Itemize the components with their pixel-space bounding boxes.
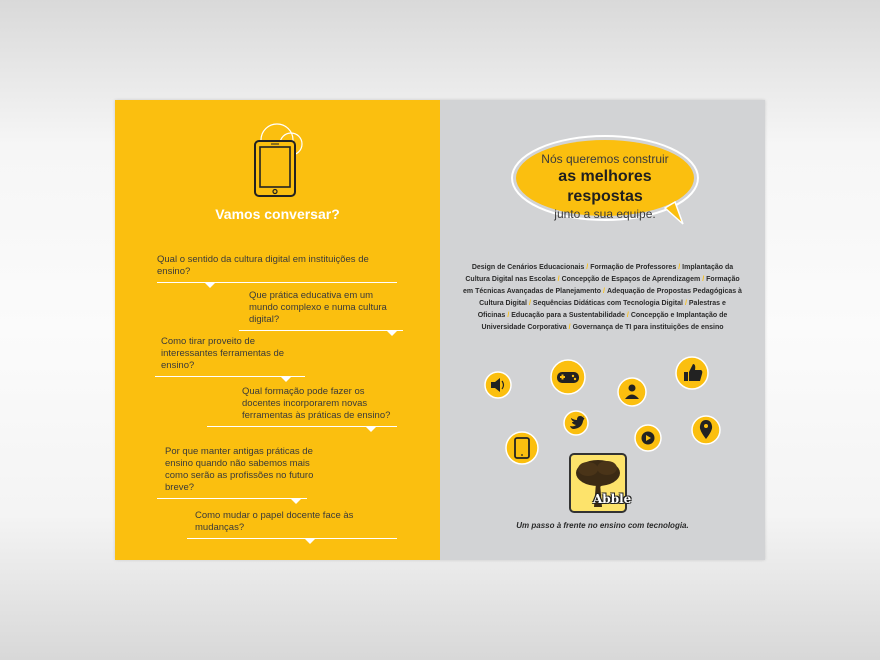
service-separator: / [586,264,589,271]
question-text: Como mudar o papel docente face às mudanças? [195,510,354,533]
left-title: Vamos conversar? [215,206,340,222]
question-4 [242,386,392,422]
tagline: Um passo à frente no ensino com tecnologia. [516,521,689,530]
logo-text: Abble [593,492,632,506]
tablet-chat-icon [237,120,317,200]
question-pointer [281,377,291,382]
right-panel [440,100,765,560]
speech-line-1: Nós queremos construir [541,152,669,166]
service-item: Educação para a Sustentabilidade [511,312,625,319]
question-underline [187,538,397,539]
question-text: Por que manter antigas práticas de ensino quando não sabemos mais como serão as profissões no futuro breve? [165,446,314,493]
left-panel [115,100,440,560]
gamepad-icon [551,360,585,394]
speaker-icon [485,372,511,398]
question-text: Qual o sentido da cultura digital em instituições de ensino? [157,254,369,277]
question-3 [161,336,311,372]
service-item: Concepção e Implantação de Universidade Corporativa [481,312,728,331]
question-5 [165,446,315,494]
service-separator: / [626,312,629,319]
question-text: Como tirar proveito de interessantes ferramentas de ensino? [161,336,285,371]
service-item: Implantação da Cultura Digital nas Escolas [465,264,734,283]
abble-logo [569,453,632,513]
service-separator: / [678,264,681,271]
question-text: Qual formação pode fazer os docentes incorporarem novas ferramentas às práticas de ensino? [242,386,391,421]
service-item: Palestras e Oficinas [477,300,726,319]
service-separator: / [603,288,605,295]
service-separator: / [702,276,705,283]
tablet-icon [506,432,538,464]
thumbs-up-icon [676,357,708,389]
user-icon [618,378,646,406]
speech-line-2: as melhores respostas [558,168,652,205]
service-separator: / [568,324,571,331]
question-pointer [366,427,376,432]
question-underline [157,282,397,283]
service-item: Design de Cenários Educacionais [471,264,585,271]
brochure-spread [115,100,765,560]
service-item: Concepção de Espaços de Aprendizagem [561,276,701,283]
location-pin-icon [692,416,720,444]
service-item: Adequação de Propostas Pedagógicas à Cultura Digital [479,288,742,307]
speech-line-3: junto a sua equipe. [554,207,656,221]
service-separator: / [684,300,687,307]
play-icon [635,425,661,451]
question-1 [157,254,397,278]
question-pointer [291,499,301,504]
question-underline [157,498,307,499]
question-pointer [305,539,315,544]
service-item: Sequências Didáticas com Tecnologia Digital [532,300,683,307]
question-2 [249,290,399,326]
service-item: Governança de TI para instituições de ensino [572,324,724,331]
service-separator: / [507,312,510,319]
service-item: Formação em Técnicas Avançadas de Planejamento [463,276,740,295]
question-pointer [205,283,215,288]
question-6 [195,510,405,534]
service-separator: / [528,300,531,307]
question-pointer [387,331,397,336]
twitter-icon [564,411,588,435]
question-underline [239,330,403,331]
service-item: Formação de Professores [590,264,677,271]
service-separator: / [557,276,560,283]
question-text: Que prática educativa em um mundo complexo e numa cultura digital? [249,290,387,325]
